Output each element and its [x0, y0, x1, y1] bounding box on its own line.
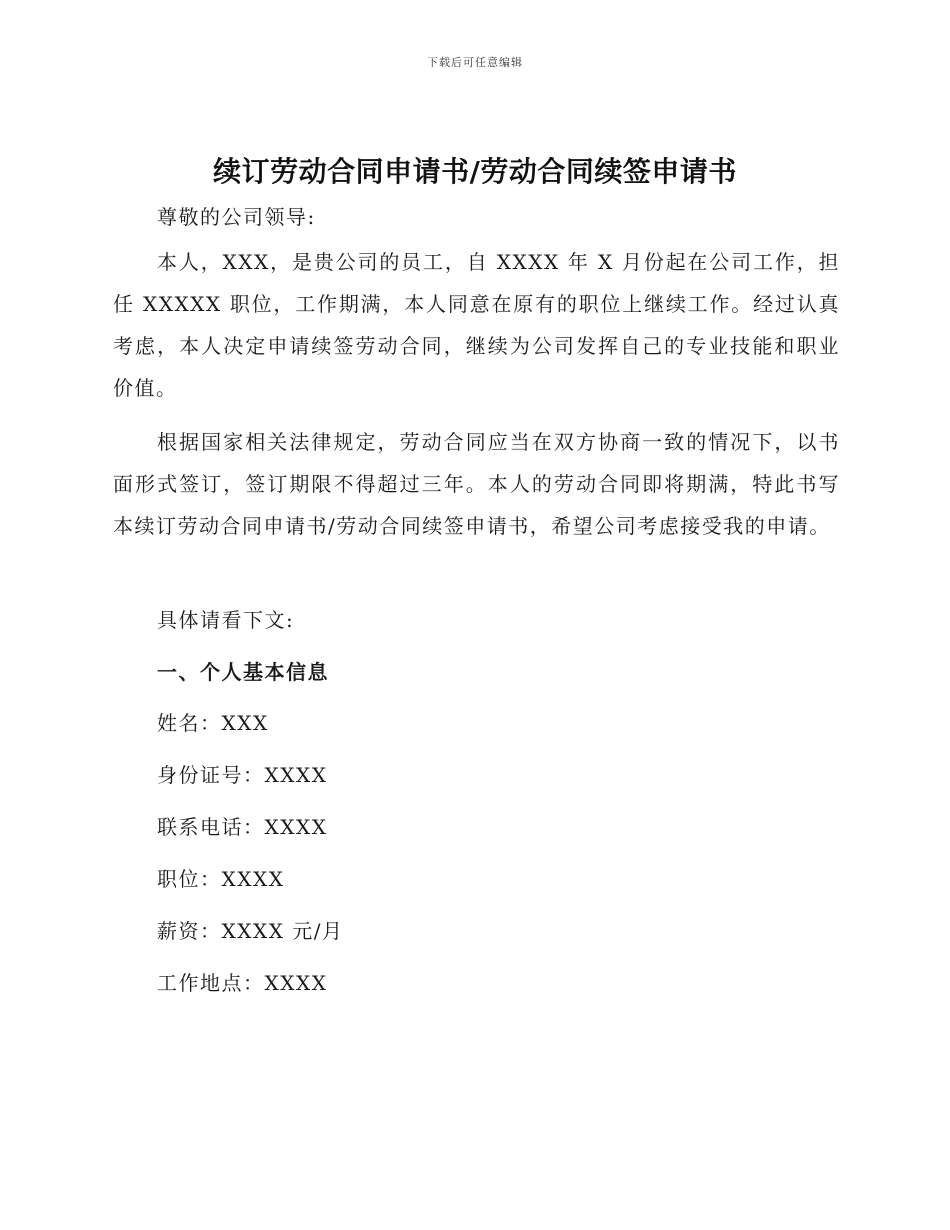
info-item-name: 姓名：XXX: [157, 711, 269, 735]
info-item-phone: 联系电话：XXXX: [157, 815, 328, 839]
info-item-salary: 薪资：XXXX 元/月: [157, 919, 344, 943]
header-note: 下载后可任意编辑: [427, 56, 523, 69]
paragraph-legal-basis: 根据国家相关法律规定，劳动合同应当在双方协商一致的情况下，以书面形式签订，签订期限不得超过三年。本人的劳动合同即将期满，特此书写本续订劳动合同申请书/劳动合同续签申请书，希望公司考虑接受我的申请。: [113, 430, 840, 538]
section-heading-personal-info: 一、个人基本信息: [157, 660, 329, 684]
personal-info-list: [157, 702, 344, 1014]
info-item-position: 职位：XXXX: [157, 867, 285, 891]
info-item-id-number: 身份证号：XXXX: [157, 763, 328, 787]
document-title: 续订劳动合同申请书/劳动合同续签申请书: [213, 155, 737, 188]
intro-line: 具体请看下文:: [157, 608, 295, 632]
salutation: 尊敬的公司领导:: [157, 205, 316, 229]
paragraph-employment: 本人，XXX，是贵公司的员工，自 XXXX 年 X 月份起在公司工作，担任 XXXXX 职位，工作期满，本人同意在原有的职位上继续工作。经过认真考虑，本人决定申请续签劳动合同，继续为公司发挥自己的专业技能和职业价值。: [113, 250, 840, 400]
info-item-workplace: 工作地点：XXXX: [157, 971, 328, 995]
